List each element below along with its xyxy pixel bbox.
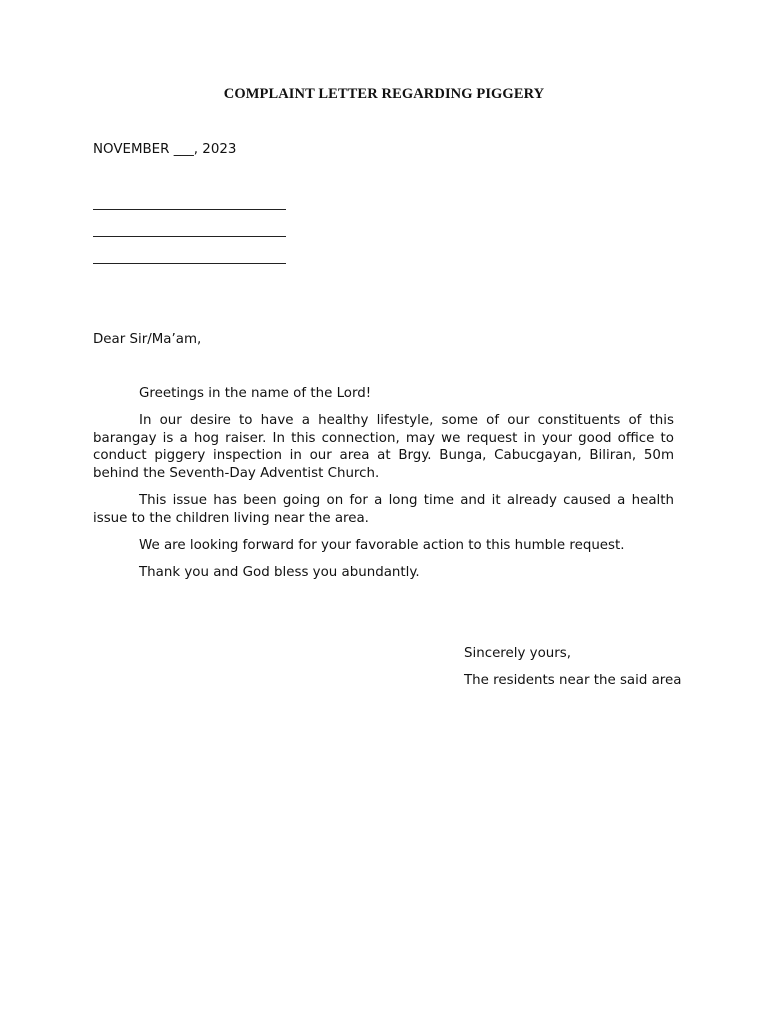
letter-closing bbox=[464, 645, 744, 699]
letter-body bbox=[93, 385, 674, 591]
letter-date: NOVEMBER ___, 2023 bbox=[93, 142, 237, 157]
paragraph-issue: This issue has been going on for a long time and it already caused a health issue to the children living near the area. bbox=[93, 493, 674, 526]
recipient-blank-line-2 bbox=[93, 236, 286, 237]
paragraph-greeting: Greetings in the name of the Lord! bbox=[139, 386, 372, 401]
recipient-blank-line-3 bbox=[93, 263, 286, 264]
salutation: Dear Sir/Ma’am, bbox=[93, 332, 202, 347]
paragraph-request: In our desire to have a healthy lifestyle, some of our constituents of this barangay is a hog raiser. In this connection, may we request in your good office to conduct piggery inspection in our area at Brgy. Bunga, Cabucgayan, Biliran, 50m behind the Seventh-Day Adventist Church. bbox=[93, 413, 674, 481]
letter-title: COMPLAINT LETTER REGARDING PIGGERY bbox=[223, 86, 545, 102]
complimentary-close: Sincerely yours, bbox=[464, 646, 572, 661]
signatory: The residents near the said area bbox=[464, 673, 682, 688]
paragraph-thanks: Thank you and God bless you abundantly. bbox=[139, 565, 420, 581]
recipient-blank-line-1 bbox=[93, 209, 286, 210]
paragraph-anticipation: We are looking forward for your favorable action to this humble request. bbox=[139, 537, 625, 553]
